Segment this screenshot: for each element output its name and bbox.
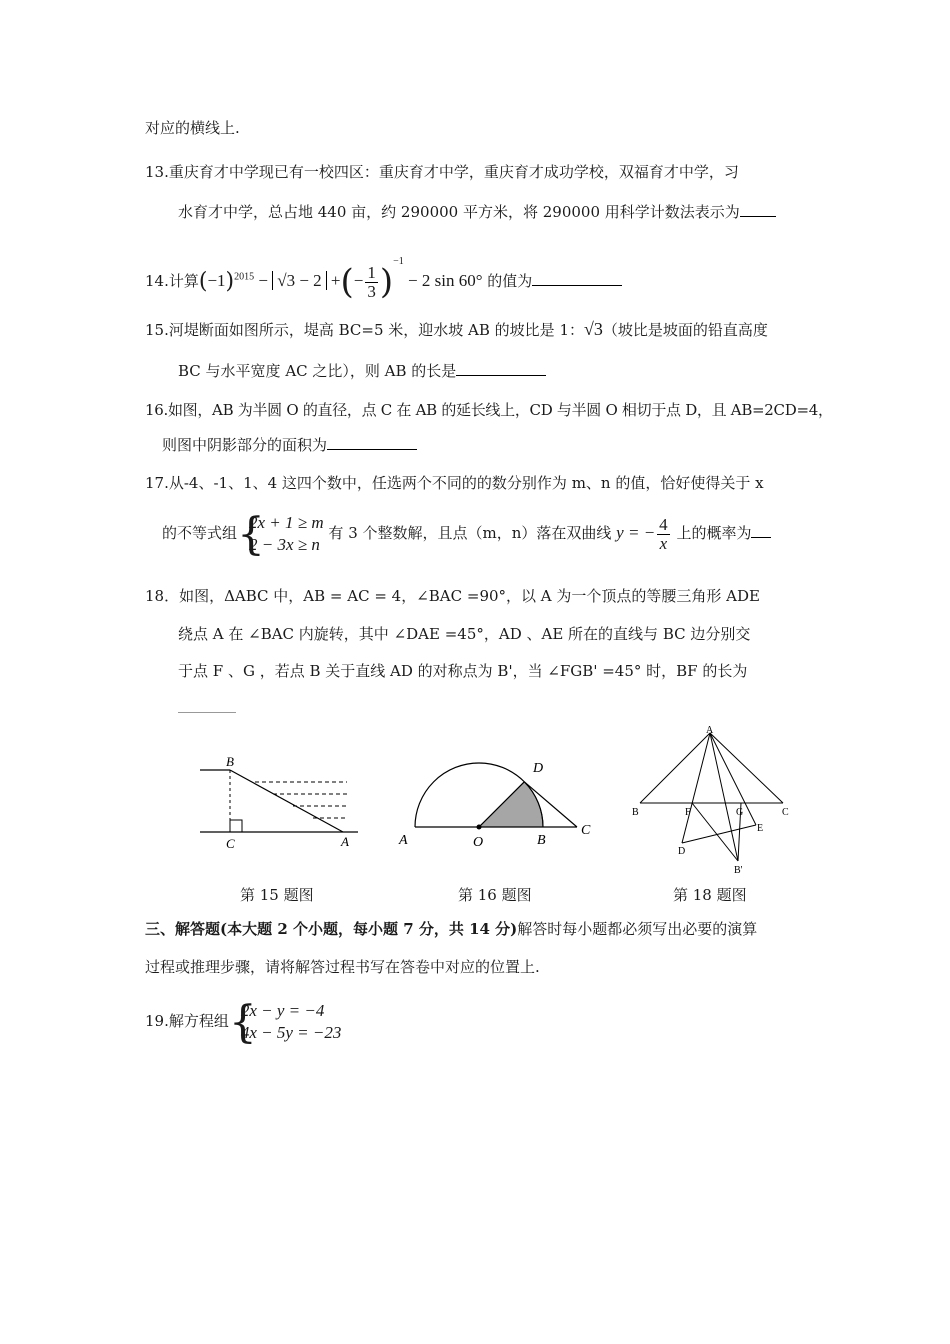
- fig15-right-angle: [230, 820, 242, 832]
- q17-hyper-den: x: [659, 533, 668, 553]
- fig15-slope-ab: [230, 770, 343, 832]
- q15-line1: [145, 319, 768, 340]
- fig18-line-ab-prime: [710, 733, 738, 861]
- intro-tail: 对应的横线上.: [145, 119, 240, 137]
- q19-line: [145, 996, 341, 1046]
- section3-line1: [145, 919, 757, 939]
- q14-expression: $(-1)^{2015} - √3 - 2$ +(− $\frac{1}{3}$ )$^{-1}$ − 2 sin 60°: [198, 256, 483, 303]
- q17-hyper-lhs: y = −: [616, 523, 656, 542]
- q19-equation-system: { 2x − y = −4 4x − 5y = −23: [228, 997, 342, 1048]
- section3-heading-rest: 解答时每小题都必须写出必要的演算: [517, 920, 758, 938]
- q19-prefix: 19.解方程组: [145, 1012, 229, 1030]
- q14-base: −1: [207, 271, 226, 290]
- fig16-caption: 第 16 题图: [458, 886, 532, 904]
- q15-sqrt3: √3: [584, 319, 603, 339]
- q14-frac-num: 1: [367, 262, 376, 282]
- fig16-label-c: C: [581, 823, 591, 838]
- fig16-label-a: A: [399, 833, 408, 848]
- q14-tail: − 2 sin 60°: [408, 271, 483, 290]
- q17-hyper-num: 4: [659, 514, 668, 534]
- fig18-label-f: F: [685, 807, 691, 818]
- fig18-side-ac: [710, 733, 783, 803]
- fig16-center-dot: [477, 825, 482, 830]
- q16-line2: [162, 435, 417, 455]
- fig16-shaded-region: [479, 782, 543, 827]
- fig18-caption: 第 18 题图: [673, 886, 747, 904]
- fig15-label-a: A: [341, 834, 349, 849]
- fig18-diagram: [628, 725, 798, 877]
- q18-answer-blank[interactable]: [178, 712, 236, 713]
- fig18-label-a: A: [706, 725, 714, 736]
- fig18-label-d: D: [678, 846, 686, 857]
- q16-answer-blank[interactable]: [327, 435, 417, 450]
- fig16-label-b: B: [537, 833, 546, 848]
- q14-suffix: 的值为: [487, 272, 533, 290]
- q16-line1: 16.如图，AB 为半圆 O 的直径，点 C 在 AB 的延长线上，CD 与半圆 O 相切于点 D，且 AB=2CD=4，: [145, 401, 833, 419]
- fig18-side-de: [682, 825, 756, 843]
- q13-answer-blank[interactable]: [740, 202, 776, 217]
- q15-line2-text: BC 与水平宽度 AC 之比），则 AB 的长是: [178, 362, 457, 380]
- fig18-side-ab: [640, 733, 710, 803]
- q15-line1-b: （坡比是坡面的铅直高度: [602, 321, 768, 339]
- q17-line2-b: 有 3 个整数解，且点（m，n）落在双曲线: [328, 524, 612, 542]
- fig15-label-b: B: [226, 754, 234, 769]
- q17-hyper-frac: [657, 516, 670, 553]
- fig18-line-ad: [682, 733, 710, 843]
- fig18-line-fb-prime: [692, 803, 738, 861]
- q13-line2-text: 水育才中学，总占地 440 亩，约 290000 平方米，将 290000 用科学计数法表示为: [178, 203, 740, 221]
- fig18-label-b: B: [632, 807, 639, 818]
- q14-minus: −: [258, 271, 268, 290]
- section3-line2: 过程或推理步骤，请将解答过程书写在答卷中对应的位置上.: [145, 958, 540, 976]
- fig16-label-d: D: [533, 761, 544, 776]
- q14-abs: √3 − 2: [272, 271, 326, 290]
- fig16-diagram: [393, 750, 598, 855]
- q19-eq2: 4x − 5y = −23: [240, 1023, 342, 1042]
- q14-answer-blank[interactable]: [532, 271, 622, 286]
- q14-exp1: 2015: [234, 271, 255, 283]
- fig18-line-ae: [710, 733, 756, 825]
- fig15-diagram: [195, 752, 360, 852]
- q17-line2-c: 上的概率为: [676, 524, 752, 542]
- q18-line1: 18．如图，ΔABC 中，AB = AC = 4，∠BAC =90°，以 A 为一个顶点的等腰三角形 ADE: [145, 587, 760, 605]
- q17-hyperbola: [616, 514, 672, 553]
- q14-exp2: −1: [393, 256, 404, 267]
- q14-fraction: [365, 264, 378, 301]
- q17-line2: [162, 508, 771, 558]
- q14-plus: +: [330, 271, 341, 290]
- q19-eq1: 2x − y = −4: [240, 1001, 325, 1020]
- q17-answer-blank[interactable]: [751, 523, 771, 538]
- fig18-label-e: E: [757, 823, 764, 834]
- q13-line2: [178, 202, 776, 222]
- q18-line3: 于点 F 、G ，若点 B 关于直线 AD 的对称点为 B'，当 ∠FGB' =45° 时，BF 的长为: [178, 662, 748, 680]
- q13-line1: 13.重庆育才中学现已有一校四区：重庆育才中学，重庆育才成功学校，双福育才中学，习: [145, 163, 739, 181]
- fig15-label-c: C: [226, 836, 235, 851]
- q17-ineq1: 2x + 1 ≥ m: [249, 513, 324, 532]
- q15-answer-blank[interactable]: [456, 361, 546, 376]
- q17-line1: 17.从-4、-1、1、4 这四个数中，任选两个不同的的数分别作为 m、n 的值，恰好使得关于 x: [145, 474, 764, 492]
- q18-line2: 绕点 A 在 ∠BAC 内旋转，其中 ∠DAE =45°，AD 、AE 所在的直线与 BC 边分别交: [178, 625, 751, 643]
- fig15-caption: 第 15 题图: [240, 886, 314, 904]
- section3-heading: 三、解答题(本大题 2 个小题，每小题 7 分，共 14 分): [145, 920, 518, 938]
- fig18-label-g: G: [736, 807, 744, 818]
- q17-inequality-system: { 2x + 1 ≥ m 2 − 3x ≥ n: [237, 509, 324, 560]
- q15-line1-a: 15.河堤断面如图所示，堤高 BC=5 米，迎水坡 AB 的坡比是 1：: [145, 321, 584, 339]
- q15-line2: [178, 361, 546, 381]
- fig18-label-c: C: [782, 807, 789, 818]
- q14-line: [145, 242, 622, 302]
- q17-line2-a: 的不等式组: [162, 524, 238, 542]
- fig16-label-o: O: [473, 835, 484, 850]
- q16-line2-text: 则图中阴影部分的面积为: [162, 436, 328, 454]
- q14-frac-den: 3: [367, 281, 376, 301]
- q17-ineq2: 2 − 3x ≥ n: [249, 535, 320, 554]
- q14-prefix: 14.计算: [145, 272, 199, 290]
- fig18-label-b-prime: B': [734, 865, 743, 876]
